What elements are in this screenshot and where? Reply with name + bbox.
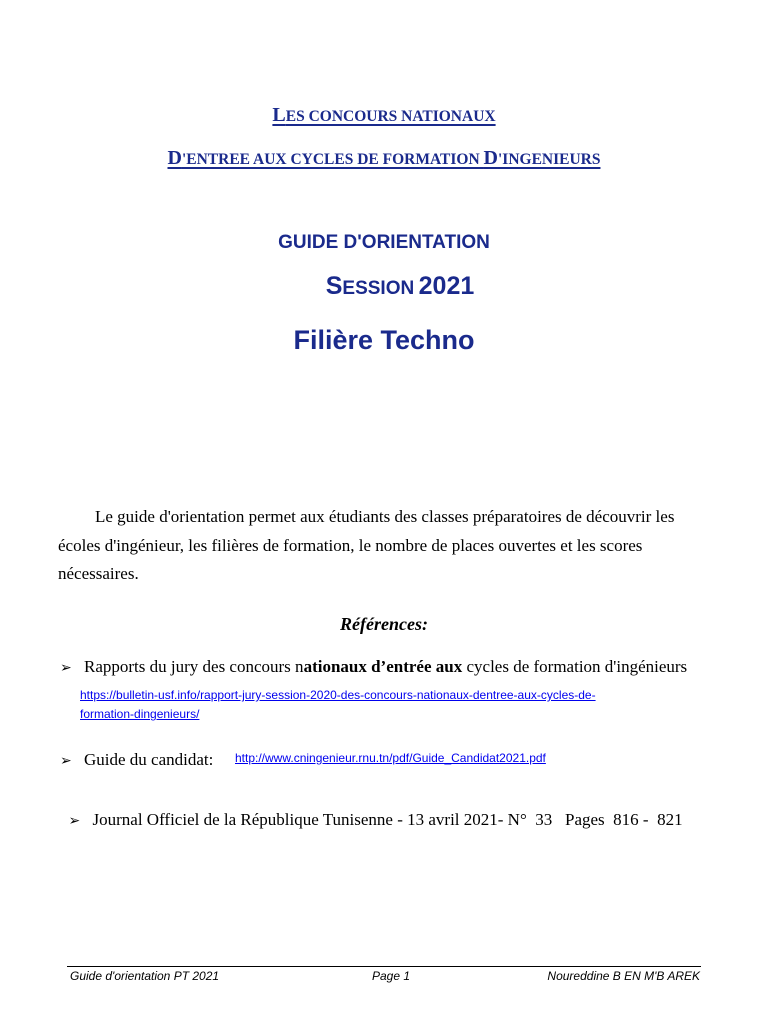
reference-item-jury-report: ➢ Rapports du jury des concours nationaux d’entrée aux cycles de formation d'ingénieurs — [60, 657, 688, 676]
reference-item-candidate-guide: ➢ Guide du candidat: — [60, 750, 214, 769]
filiere-title: Filière Techno — [293, 325, 475, 355]
jury-report-link-line1[interactable]: https://bulletin-usf.info/rapport-jury-session-2020-des-concours-nationaux-dentree-aux-cycles-de- — [80, 688, 596, 702]
session-title: SESSION 2021 — [325, 272, 475, 300]
footer-author: Noureddine B EN M'B AREK — [547, 969, 700, 983]
jury-report-link-line2[interactable]: formation-dingenieurs/ — [80, 707, 200, 721]
arrow-bullet-icon: ➢ — [60, 660, 72, 676]
footer-left: Guide d'orientation PT 2021 — [70, 969, 220, 983]
document-title-line1: LES CONCOURS NATIONAUX — [272, 104, 496, 126]
references-heading: Références: — [340, 614, 428, 634]
candidate-guide-link[interactable]: http://www.cningenieur.rnu.tn/pdf/Guide_Candidat2021.pdf — [235, 751, 546, 765]
intro-paragraph: Le guide d'orientation permet aux étudiants des classes préparatoires de découvrir les écoles d'ingénieur, les filières de formation, le nombre de places ouvertes et les scores nécessaires. — [58, 507, 675, 583]
arrow-bullet-icon: ➢ — [60, 753, 72, 769]
footer-divider — [67, 966, 701, 967]
guide-title: GUIDE D'ORIENTATION — [278, 232, 490, 253]
arrow-bullet-icon: ➢ — [68, 813, 81, 829]
reference-item-journal-officiel: ➢ Journal Officiel de la République Tunisenne - 13 avril 2021- N° 33 Pages 816 - 821 — [68, 810, 683, 829]
document-title-line2: D'ENTREE AUX CYCLES DE FORMATION D'INGENIEURS — [167, 147, 601, 169]
footer-page-number: Page 1 — [372, 969, 411, 983]
